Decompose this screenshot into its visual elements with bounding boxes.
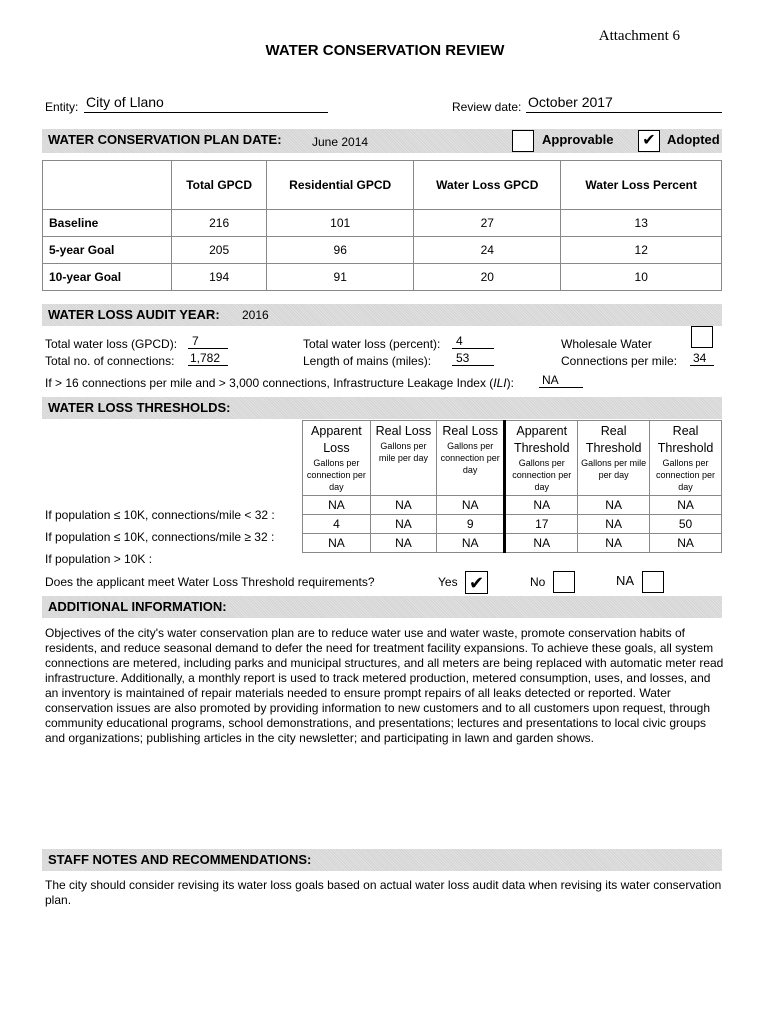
table-cell: 12 (561, 237, 722, 264)
threshold-row-label: If population ≤ 10K, connections/mile < 32 : (45, 508, 275, 522)
thr-header-apparent-threshold: Apparent Threshold Gallons per connection per day (505, 421, 578, 496)
wholesale-checkbox[interactable] (691, 326, 713, 348)
na-checkbox[interactable] (642, 571, 664, 593)
thr-header-real-threshold-conn: Real Threshold Gallons per connection per day (650, 421, 722, 496)
ili-label: If > 16 connections per mile and > 3,000 connections, Infrastructure Leakage Index (ILI): (45, 376, 514, 390)
gpcd-header-loss: Water Loss GPCD (414, 161, 561, 210)
plan-date-label: WATER CONSERVATION PLAN DATE: (48, 132, 282, 147)
table-row (303, 515, 722, 534)
conn-per-mile-label: Connections per mile: (561, 354, 678, 368)
total-loss-gpcd-label: Total water loss (GPCD): (45, 337, 178, 351)
plan-date-value: June 2014 (312, 135, 369, 149)
row-label: 10-year Goal (43, 264, 172, 291)
table-cell: NA (370, 496, 436, 515)
table-cell: NA (505, 534, 578, 553)
audit-section (42, 304, 722, 326)
entity-field[interactable] (84, 94, 328, 113)
table-cell: NA (370, 515, 436, 534)
thr-header-apparent-loss: Apparent Loss Gallons per connection per day (303, 421, 371, 496)
thr-header-real-loss-mile: Real Loss Gallons per mile per day (370, 421, 436, 496)
table-cell: NA (303, 496, 371, 515)
gpcd-table (42, 160, 722, 291)
row-label: Baseline (43, 210, 172, 237)
table-row (43, 210, 722, 237)
table-cell: 194 (172, 264, 267, 291)
table-row (303, 534, 722, 553)
adopted-checkbox[interactable] (638, 130, 660, 152)
mains-value: 53 (456, 351, 470, 365)
wholesale-label: Wholesale Water (561, 337, 652, 351)
ili-field[interactable] (539, 373, 583, 388)
total-loss-gpcd-field[interactable] (188, 334, 228, 349)
connections-field[interactable] (188, 351, 228, 366)
ili-value: NA (542, 373, 559, 387)
table-cell: NA (650, 534, 722, 553)
table-cell: 17 (505, 515, 578, 534)
thresholds-table (302, 420, 722, 553)
check-icon: ✔ (468, 572, 485, 593)
check-icon: ✔ (642, 132, 656, 149)
table-cell: NA (578, 496, 650, 515)
review-date-label: Review date: (452, 100, 522, 114)
table-cell: 9 (437, 515, 505, 534)
audit-year-label: WATER LOSS AUDIT YEAR: (48, 307, 220, 322)
total-loss-pct-value: 4 (456, 334, 463, 348)
review-date-value: October 2017 (528, 94, 613, 110)
review-date-field[interactable] (526, 94, 722, 113)
attachment-label: Attachment 6 (598, 28, 680, 44)
thr-header-real-threshold-mile: Real Threshold Gallons per mile per day (578, 421, 650, 496)
table-cell: 216 (172, 210, 267, 237)
table-row (43, 237, 722, 264)
table-cell: NA (505, 496, 578, 515)
table-cell: NA (303, 534, 371, 553)
audit-year-value: 2016 (242, 308, 269, 322)
table-cell: NA (578, 534, 650, 553)
table-cell: 50 (650, 515, 722, 534)
total-loss-pct-field[interactable] (452, 334, 494, 349)
mains-field[interactable] (452, 351, 494, 366)
adopted-label: Adopted (667, 132, 720, 147)
table-cell: 20 (414, 264, 561, 291)
approvable-checkbox[interactable] (512, 130, 534, 152)
table-cell: 96 (267, 237, 414, 264)
table-cell: NA (437, 496, 505, 515)
thr-header-real-loss-conn: Real Loss Gallons per connection per day (437, 421, 505, 496)
table-cell: 205 (172, 237, 267, 264)
table-cell: NA (370, 534, 436, 553)
thresholds-label: WATER LOSS THRESHOLDS: (48, 400, 231, 415)
yes-label: Yes (438, 575, 458, 589)
plan-date-section (42, 129, 722, 153)
approvable-label: Approvable (542, 132, 614, 147)
additional-section (42, 596, 722, 618)
conn-per-mile-value: 34 (693, 351, 707, 365)
no-label: No (530, 575, 546, 589)
no-checkbox[interactable] (553, 571, 575, 593)
staff-label: STAFF NOTES AND RECOMMENDATIONS: (48, 852, 312, 867)
entity-value: City of Llano (86, 94, 164, 110)
thresholds-section (42, 397, 722, 419)
table-cell: NA (650, 496, 722, 515)
table-cell: NA (578, 515, 650, 534)
gpcd-header-residential: Residential GPCD (267, 161, 414, 210)
staff-text: The city should consider revising its water loss goals based on actual water loss audit data when revising its water conservation plan. (45, 878, 722, 907)
threshold-question: Does the applicant meet Water Loss Threshold requirements? (45, 575, 375, 589)
additional-text: Objectives of the city's water conservation plan are to reduce water use and water waste, promote conservation habits of residents, and reduce seasonal demand to defer the need for treatment facility expansions. To achieve these goals, all system connections are metered, including parks and municipal structures, and all meters are being replaced with automatic meter read infrastructure. Additionally, a monthly report is used to track metered production, metered consumption, uses, and losses, and an inventory is maintained of repair materials needed to ensure prompt repairs of all leaks detected or reported. Water conservation issues are also promoted by providing information to new customers and to all customers upon request, through community educational programs, school demonstrations, and presentations; lectures and presentations to local civic groups and organizations; publishing articles in the city newsletter; and participating in lawn and garden shows. (45, 626, 724, 745)
additional-label: ADDITIONAL INFORMATION: (48, 599, 227, 614)
conn-per-mile-field[interactable] (690, 351, 714, 366)
threshold-row-label: If population > 10K : (45, 552, 153, 566)
table-row (43, 264, 722, 291)
connections-label: Total no. of connections: (45, 354, 175, 368)
table-cell: 27 (414, 210, 561, 237)
gpcd-header-loss-percent: Water Loss Percent (561, 161, 722, 210)
table-cell: NA (437, 534, 505, 553)
gpcd-header-total: Total GPCD (172, 161, 267, 210)
staff-section (42, 849, 722, 871)
page-title: WATER CONSERVATION REVIEW (265, 42, 505, 59)
table-cell: 91 (267, 264, 414, 291)
mains-label: Length of mains (miles): (303, 354, 432, 368)
table-cell: 24 (414, 237, 561, 264)
table-row (303, 496, 722, 515)
table-cell: 10 (561, 264, 722, 291)
connections-value: 1,782 (190, 351, 221, 365)
table-cell: 13 (561, 210, 722, 237)
threshold-row-label: If population ≤ 10K, connections/mile ≥ 32 : (45, 530, 275, 544)
total-loss-gpcd-value: 7 (192, 334, 199, 348)
total-loss-pct-label: Total water loss (percent): (303, 337, 441, 351)
table-cell: 4 (303, 515, 371, 534)
na-label: NA (616, 573, 635, 588)
table-cell: 101 (267, 210, 414, 237)
yes-checkbox[interactable] (465, 571, 488, 594)
row-label: 5-year Goal (43, 237, 172, 264)
entity-label: Entity: (45, 100, 79, 114)
